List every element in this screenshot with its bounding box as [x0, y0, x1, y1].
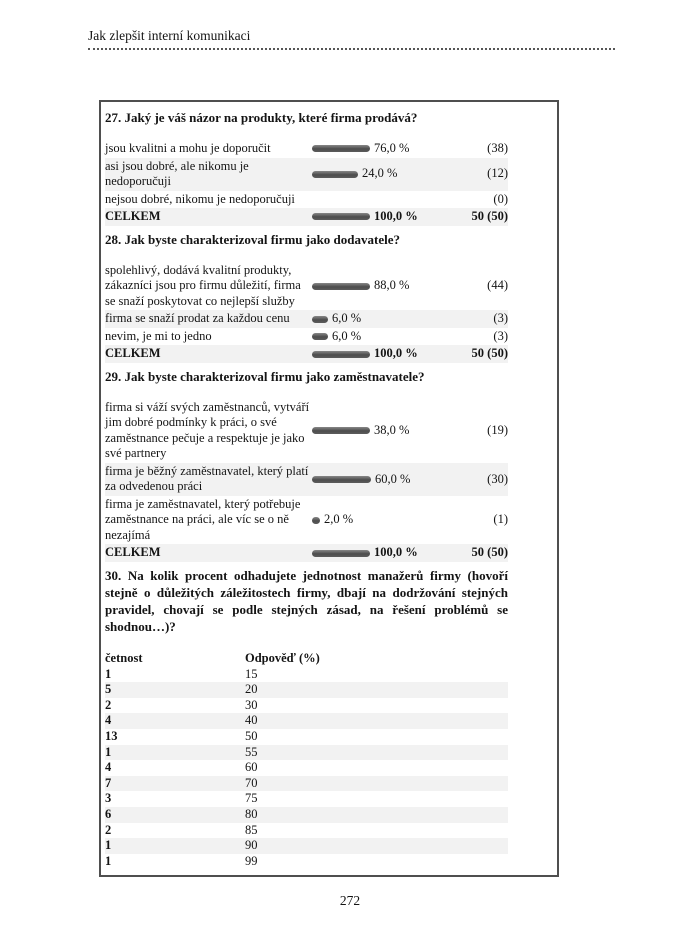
- freq-table-header: [105, 650, 508, 667]
- answer-row: [105, 262, 508, 311]
- answer-label: jsou kvalitni a mohu je doporučit: [105, 141, 271, 156]
- survey-table: [99, 100, 559, 877]
- freq-answer-cell: 75: [245, 791, 258, 806]
- answer-count: 50 (50): [471, 346, 508, 361]
- question-section-30: [105, 562, 508, 869]
- answer-count: 50 (50): [471, 209, 508, 224]
- bar-cell: [312, 311, 434, 327]
- freq-count-cell: 3: [105, 791, 112, 806]
- bar-percent-label: 88,0 %: [374, 278, 410, 293]
- bar-percent-label: 100,0 %: [374, 346, 418, 361]
- bar-cell: [312, 278, 434, 294]
- freq-answer-cell: 15: [245, 666, 258, 681]
- freq-table-row: [105, 791, 508, 807]
- bar-percent-label: 38,0 %: [374, 423, 410, 438]
- bar-cell: [312, 545, 434, 561]
- answer-label: asi jsou dobré, ale nikomu je nedoporučuji: [105, 158, 249, 189]
- bar-cell: [312, 329, 434, 345]
- answer-count: (1): [493, 512, 508, 527]
- answer-label: CELKEM: [105, 209, 161, 224]
- answer-count: (0): [493, 191, 508, 206]
- answer-row: [105, 140, 508, 158]
- answer-count: (38): [487, 141, 508, 156]
- freq-table-row: [105, 838, 508, 854]
- freq-table-rows: [105, 667, 508, 870]
- freq-table-row: [105, 729, 508, 745]
- freq-table-row: [105, 807, 508, 823]
- freq-count-cell: 1: [105, 853, 112, 868]
- freq-count-cell: 5: [105, 682, 112, 697]
- page-number: 272: [339, 893, 361, 908]
- answer-rows: [105, 399, 508, 562]
- question-heading: 28. Jak byste charakterizoval firmu jako dodavatele?: [105, 231, 401, 247]
- freq-answer-cell: 85: [245, 822, 258, 837]
- answer-count: (3): [493, 311, 508, 326]
- question-spacer: [105, 130, 508, 140]
- freq-table-row: [105, 682, 508, 698]
- answer-rows: [105, 140, 508, 226]
- freq-count-cell: 6: [105, 806, 112, 821]
- freq-answer-cell: 99: [245, 853, 258, 868]
- answer-label: spolehlivý, dodává kvalitní produkty, zákazníci jsou pro firmu důležití, firma se snaží poskytovat co nejlepší služby: [105, 262, 301, 308]
- question-spacer: [105, 252, 508, 262]
- result-bar: [312, 517, 320, 524]
- answer-label: nevim, je mi to jedno: [105, 328, 212, 343]
- answer-label: firma je běžný zaměstnavatel, který platí za odvedenou práci: [105, 463, 309, 494]
- answer-count: (12): [487, 166, 508, 181]
- freq-table-row: [105, 698, 508, 714]
- answer-label: CELKEM: [105, 346, 161, 361]
- freq-answer-cell: 40: [245, 713, 258, 728]
- answer-count: (44): [487, 278, 508, 293]
- freq-table-row: [105, 745, 508, 761]
- question-section-29: [105, 363, 508, 562]
- freq-table-row: [105, 713, 508, 729]
- result-bar: [312, 427, 370, 434]
- question-heading: 29. Jak byste charakterizoval firmu jako zaměstnavatele?: [105, 368, 425, 384]
- freq-answer-cell: 20: [245, 682, 258, 697]
- freq-count-cell: 13: [105, 728, 118, 743]
- answer-row: [105, 310, 508, 328]
- answer-count: (3): [493, 328, 508, 343]
- answer-label: CELKEM: [105, 545, 161, 560]
- question-spacer: [105, 640, 508, 650]
- freq-count-cell: 7: [105, 775, 112, 790]
- answer-row: [105, 463, 508, 496]
- bar-cell: [312, 166, 434, 182]
- result-bar: [312, 171, 358, 178]
- freq-answer-cell: 50: [245, 728, 258, 743]
- answer-rows: [105, 262, 508, 363]
- result-bar: [312, 476, 371, 483]
- freq-answer-cell: 90: [245, 838, 258, 853]
- answer-row: [105, 496, 508, 545]
- total-row: [105, 544, 508, 562]
- total-row: [105, 208, 508, 226]
- question-heading: 30. Na kolik procent odhadujete jednotnost manažerů firmy (hovoří stejně o důležitých záležitostech firmy, dbají na dodržování stejných pravidel, chovají se podle stejných zásad, na řešení problémů se shodnou…)?: [105, 567, 508, 635]
- bar-percent-label: 100,0 %: [374, 209, 418, 224]
- question-heading: 27. Jaký je váš názor na produkty, které firma prodává?: [105, 110, 418, 125]
- freq-answer-cell: 30: [245, 697, 258, 712]
- answer-row: [105, 328, 508, 346]
- result-bar: [312, 316, 328, 323]
- bar-percent-label: 6,0 %: [332, 328, 362, 343]
- bar-cell: [312, 423, 434, 439]
- answer-count: 50 (50): [471, 545, 508, 560]
- total-row: [105, 345, 508, 363]
- freq-table-row: [105, 854, 508, 870]
- result-bar: [312, 145, 370, 152]
- freq-count-cell: 1: [105, 666, 112, 681]
- bar-cell: [312, 472, 434, 488]
- freq-count-cell: 4: [105, 760, 112, 775]
- bar-cell: [312, 141, 434, 157]
- bar-cell: [312, 209, 434, 225]
- freq-header-count-col: četnost: [105, 650, 143, 665]
- freq-answer-cell: 70: [245, 775, 258, 790]
- bar-percent-label: 6,0 %: [332, 311, 362, 326]
- freq-answer-cell: 80: [245, 806, 258, 821]
- answer-row: [105, 191, 508, 209]
- answer-count: (19): [487, 423, 508, 438]
- question-spacer: [105, 389, 508, 399]
- answer-count: (30): [487, 471, 508, 486]
- question-section-28: [105, 226, 508, 363]
- freq-table-row: [105, 776, 508, 792]
- answer-label: firma se snaží prodat za každou cenu: [105, 311, 290, 326]
- bar-percent-label: 24,0 %: [362, 166, 398, 181]
- freq-table-row: [105, 760, 508, 776]
- result-bar: [312, 283, 370, 290]
- answer-row: [105, 399, 508, 463]
- question-section-27: [105, 104, 508, 226]
- freq-table-row: [105, 667, 508, 683]
- freq-count-cell: 1: [105, 838, 112, 853]
- bar-percent-label: 60,0 %: [375, 471, 411, 486]
- bar-cell: [312, 346, 434, 362]
- result-bar: [312, 351, 370, 358]
- freq-header-answer-col: Odpověď (%): [245, 650, 320, 665]
- bar-percent-label: 76,0 %: [374, 141, 410, 156]
- freq-count-cell: 2: [105, 697, 112, 712]
- bar-percent-label: 100,0 %: [374, 545, 418, 560]
- result-bar: [312, 333, 328, 340]
- freq-answer-cell: 55: [245, 744, 258, 759]
- bar-cell: [312, 512, 434, 528]
- freq-answer-cell: 60: [245, 760, 258, 775]
- page-header-title: Jak zlepšit interní komunikaci: [88, 28, 251, 43]
- freq-table-row: [105, 823, 508, 839]
- answer-label: firma je zaměstnavatel, který potřebuje zaměstnance na práci, ale víc se o ně nezajímá: [105, 496, 301, 542]
- result-bar: [312, 550, 370, 557]
- result-bar: [312, 213, 370, 220]
- freq-count-cell: 2: [105, 822, 112, 837]
- answer-label: firma si váží svých zaměstnanců, vytváří jim dobré podmínky k práci, o své zaměstnance pečuje a respektuje je jako své partnery: [105, 399, 310, 461]
- answer-label: nejsou dobré, nikomu je nedoporučuji: [105, 191, 295, 206]
- answer-row: [105, 158, 508, 191]
- freq-count-cell: 1: [105, 744, 112, 759]
- freq-count-cell: 4: [105, 713, 112, 728]
- header-dotted-rule: [88, 48, 615, 50]
- bar-percent-label: 2,0 %: [324, 512, 354, 527]
